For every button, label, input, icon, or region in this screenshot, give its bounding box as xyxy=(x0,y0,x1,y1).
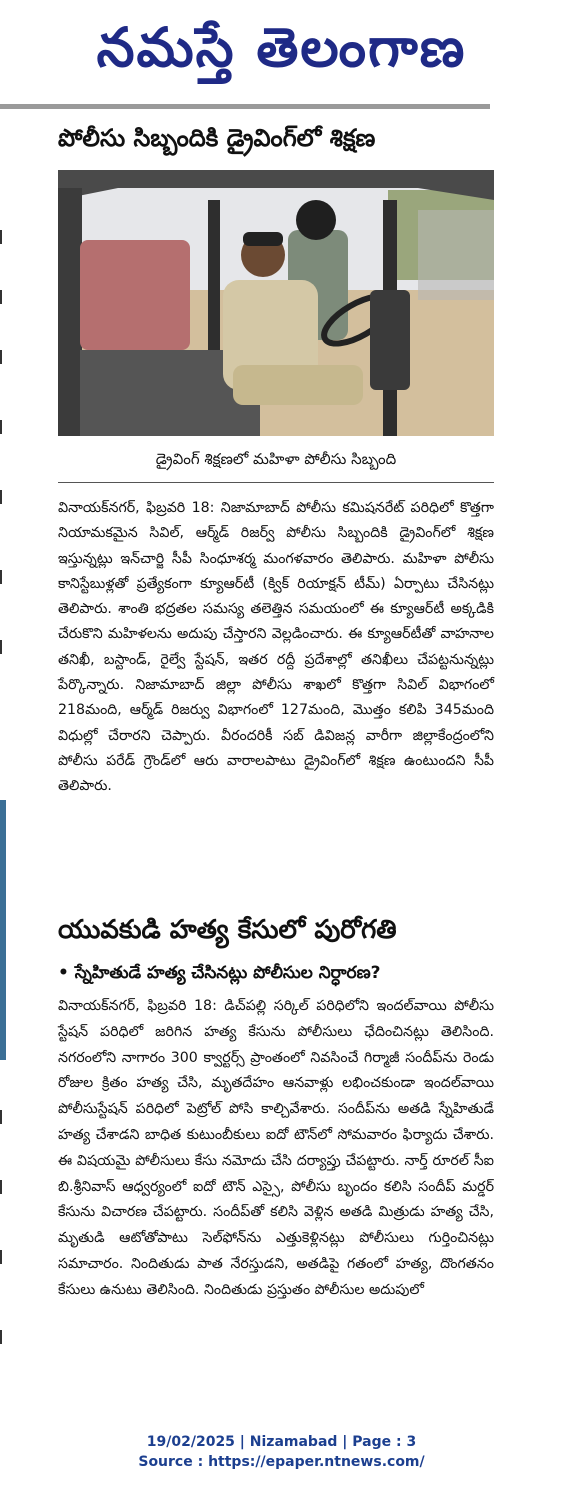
article2-body: వినాయక్‌నగర్, ఫిబ్రవరి 18: డిచ్‌పల్లి సర్కిల్ పరిధిలోని ఇందల్‌వాయి పోలీసు స్టేషన్ పరిధిలో జరిగిన హత్య కేసును పోలీసులు ఛేదించినట్లు తెలిసింది. నగరంలోని నాగారం 300 క్వార్టర్స్ ప్రాంతంలో నివసించే గిర్మాజీ సందీప్‌ను రెండు రోజుల క్రితం హత్య చేసి, మృతదేహం ఆనవాళ్లు లభించకుండా ఇందల్‌వాయి పోలీసుస్టేషన్ పరిధిలో పెట్రోల్ పోసి కాల్చివేశారు. సందీప్‌ను అతడి స్నేహితుడే హత్య చేశాడని బాధిత కుటుంబీకులు ఐదో టౌన్‌లో సోమవారం ఫిర్యాదు చేశారు. ఈ విషయమై పోలీసులు కేసు నమోదు చేసి దర్యాప్తు చేపట్టారు. నార్త్ రూరల్ సీఐ బి.శ్రీనివాస్ ఆధ్వర్యంలో ఐదో టౌన్ ఎస్సై, పోలీసు బృందం కలిసి సందీప్ మర్డర్ కేసును విచారణ చేపట్టారు. సందీప్‌తో కలిసి వెళ్లిన అతడి మిత్రుడు హత్య చేసి, మృతుడి ఆటోతోపాటు సెల్‌ఫోన్‌ను ఎత్తుకెళ్లినట్లు పోలీసులు గుర్తించినట్లు సమాచారం. నిందితుడు పాత నేరస్తుడని, అతడిపై గతంలో హత్య, దొంగతనం కేసులు ఉనుటు తెలిసింది. నిందితుడు ప్రస్తుతం పోలీసుల అదుపులో xyxy=(58,998,494,1298)
article1-headline: పోలీసు సిబ్బందికి డ్రైవింగ్‌లో శిక్షణ xyxy=(58,124,376,152)
page-footer xyxy=(0,1432,563,1472)
newspaper-logo: నమస్తే తెలంగాణ xyxy=(96,16,467,79)
footer-source: Source : https://epaper.ntnews.com/ xyxy=(138,1454,425,1470)
article2-headline: యువకుడి హత్య కేసులో పురోగతి xyxy=(58,915,397,945)
caption-divider xyxy=(58,482,494,483)
article1-photo xyxy=(58,170,494,436)
masthead xyxy=(0,0,563,100)
adjacent-column-edge xyxy=(0,170,6,1410)
masthead-rule xyxy=(0,104,490,109)
article2-subhead: • స్నేహితుడే హత్య చేసినట్లు పోలీసుల నిర్ధారణ? xyxy=(58,963,381,983)
vehicle-training-photo xyxy=(58,170,494,436)
footer-date-edition: 19/02/2025 | Nizamabad | Page : 3 xyxy=(146,1434,417,1450)
article1-body: వినాయక్‌నగర్, ఫిబ్రవరి 18: నిజామాబాద్ పోలీసు కమిషనరేట్ పరిధిలో కొత్తగా నియామకమైన సివిల్, ఆర్మ్‌డ్ రిజర్వ్ పోలీసు సిబ్బందికి డ్రైవింగ్‌లో శిక్షణ ఇస్తున్నట్లు ఇన్‌చార్జి సీపీ సింధూశర్మ మంగళవారం తెలిపారు. మహిళా పోలీసు కానిస్టేబుళ్లతో ప్రత్యేకంగా క్యూఆర్‌టీ (క్విక్ రియాక్షన్ టీమ్) ఏర్పాటు చేసినట్లు తెలిపారు. శాంతి భద్రతల సమస్య తలెత్తిన సమయంలో ఈ క్యూఆర్‌టీ అక్కడికి చేరుకొని మహిళలను అదుపు చేస్తారని వెల్లడించారు. ఈ క్యూఆర్‌టీతో వాహనాల తనిఖీ, బస్టాండ్, రైల్వే స్టేషన్, ఇతర రద్దీ ప్రదేశాల్లో తనిఖీలు చేపట్టనున్నట్లు పేర్కొన్నారు. నిజామాబాద్ జిల్లా పోలీసు శాఖలో కొత్తగా సివిల్ విభాగంలో 218మంది, ఆర్మ్‌డ్ రిజర్వు విభాగంలో 127మంది, మొత్తం కలిపి 345మంది విధుల్లో చేరారని చెప్పారు. వీరందరికీ సబ్ డివిజన్ల వారీగా జిల్లాకేంద్రంలోని పోలీసు పరేడ్ గ్రౌండ్‌లో ఆరు వారాలపాటు డ్రైవింగ్‌లో శిక్షణ ఉంటుందని సీపీ తెలిపారు. xyxy=(58,500,494,795)
photo-caption: డ్రైవింగ్ శిక్షణలో మహిళా పోలీసు సిబ్బంది xyxy=(155,450,397,468)
